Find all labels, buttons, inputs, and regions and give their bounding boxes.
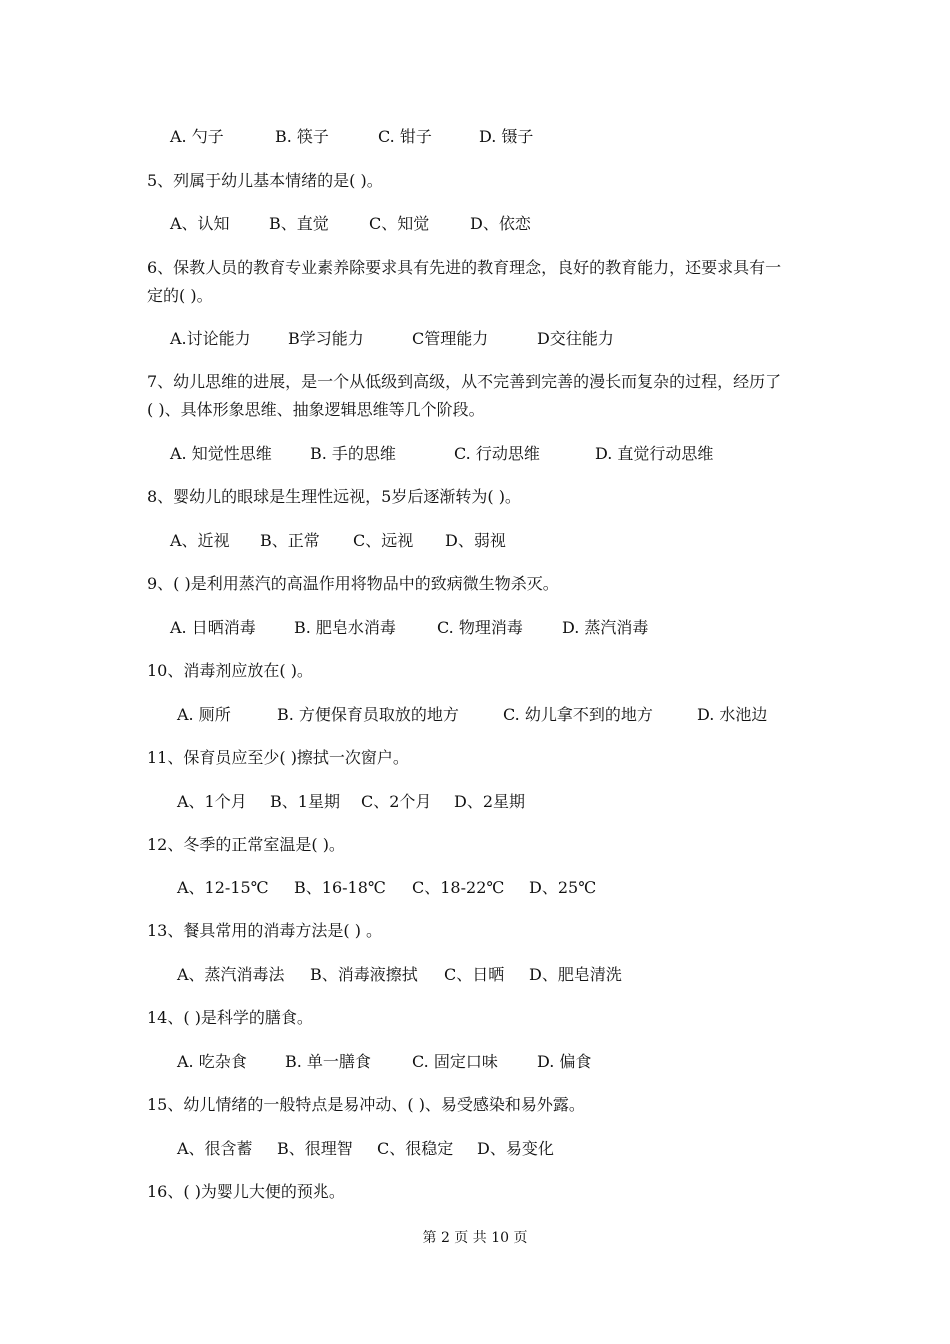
- q12-option-d: D、25℃: [529, 878, 597, 897]
- q14-option-c: C. 固定口味: [412, 1052, 498, 1071]
- q11-option-b: B、1星期: [270, 792, 340, 811]
- q4-option-b: B. 筷子: [275, 127, 329, 146]
- q7-stem-line1: 7、幼儿思维的进展，是一个从低级到高级，从不完善到完善的漫长而复杂的过程，经历了: [147, 372, 782, 391]
- q8-option-c: C、远视: [353, 531, 414, 550]
- q5-option-b: B、直觉: [269, 214, 329, 233]
- q8-option-b: B、正常: [260, 531, 320, 550]
- q9-option-d: D. 蒸汽消毒: [562, 618, 649, 637]
- q4-option-c: C. 钳子: [378, 127, 432, 146]
- q6-option-d: D交往能力: [537, 329, 614, 348]
- q14-option-d: D. 偏食: [537, 1052, 592, 1071]
- q10-option-d: D. 水池边: [697, 705, 768, 724]
- page-footer: 第 2 页 共 10 页: [422, 1230, 528, 1246]
- q7-option-b: B. 手的思维: [310, 444, 396, 463]
- q4-option-a: A. 勺子: [170, 127, 224, 146]
- q15-option-b: B、很理智: [277, 1139, 353, 1158]
- q15-option-d: D、易变化: [477, 1139, 554, 1158]
- q11-option-a: A、1个月: [177, 792, 247, 811]
- q5-option-a: A、认知: [170, 214, 230, 233]
- q13-option-d: D、肥皂清洗: [529, 965, 622, 984]
- q8-option-d: D、弱视: [445, 531, 506, 550]
- q13-option-b: B、消毒液擦拭: [310, 965, 418, 984]
- q12-option-a: A、12-15℃: [177, 878, 269, 897]
- q9-option-a: A. 日晒消毒: [170, 618, 256, 637]
- q11-option-d: D、2星期: [454, 792, 526, 811]
- q15-stem: 15、幼儿情绪的一般特点是易冲动、( )、易受感染和易外露。: [147, 1095, 585, 1114]
- q12-option-c: C、18-22℃: [412, 878, 505, 897]
- q6-stem-line2: 定的( )。: [147, 286, 213, 305]
- q13-option-a: A、蒸汽消毒法: [177, 965, 285, 984]
- q5-stem: 5、列属于幼儿基本情绪的是( )。: [147, 171, 383, 190]
- q11-option-c: C、2个月: [361, 792, 432, 811]
- q6-option-b: B学习能力: [288, 329, 364, 348]
- q4-option-d: D. 镊子: [479, 127, 534, 146]
- q7-stem-line2: ( )、具体形象思维、抽象逻辑思维等几个阶段。: [147, 400, 485, 419]
- q9-option-b: B. 肥皂水消毒: [294, 618, 396, 637]
- q7-option-c: C. 行动思维: [454, 444, 540, 463]
- q11-stem: 11、保育员应至少( )擦拭一次窗户。: [147, 748, 409, 767]
- q7-option-a: A. 知觉性思维: [170, 444, 272, 463]
- q12-stem: 12、冬季的正常室温是( )。: [147, 835, 345, 854]
- q10-option-b: B. 方便保育员取放的地方: [277, 705, 459, 724]
- q14-stem: 14、( )是科学的膳食。: [147, 1008, 313, 1027]
- q6-stem-line1: 6、保教人员的教育专业素养除要求具有先进的教育理念，良好的教育能力，还要求具有一: [147, 258, 782, 277]
- q5-option-c: C、知觉: [369, 214, 430, 233]
- q14-option-a: A. 吃杂食: [177, 1052, 247, 1071]
- q14-option-b: B. 单一膳食: [285, 1052, 371, 1071]
- q9-stem: 9、( )是利用蒸汽的高温作用将物品中的致病微生物杀灭。: [147, 574, 559, 593]
- q8-stem: 8、婴幼儿的眼球是生理性远视，5岁后逐渐转为( )。: [147, 487, 521, 506]
- q8-option-a: A、近视: [170, 531, 230, 550]
- q5-option-d: D、依恋: [470, 214, 531, 233]
- q16-stem: 16、( )为婴儿大便的预兆。: [147, 1182, 345, 1201]
- q12-option-b: B、16-18℃: [294, 878, 386, 897]
- q7-option-d: D. 直觉行动思维: [595, 444, 714, 463]
- q6-option-c: C管理能力: [412, 329, 489, 348]
- q10-option-c: C. 幼儿拿不到的地方: [503, 705, 653, 724]
- q15-option-c: C、很稳定: [377, 1139, 454, 1158]
- q10-stem: 10、消毒剂应放在( )。: [147, 661, 313, 680]
- q10-option-a: A. 厕所: [177, 705, 231, 724]
- q9-option-c: C. 物理消毒: [437, 618, 523, 637]
- q6-option-a: A.讨论能力: [170, 329, 251, 348]
- q15-option-a: A、很含蓄: [177, 1139, 253, 1158]
- q13-option-c: C、日晒: [444, 965, 505, 984]
- q13-stem: 13、餐具常用的消毒方法是( ) 。: [147, 921, 383, 940]
